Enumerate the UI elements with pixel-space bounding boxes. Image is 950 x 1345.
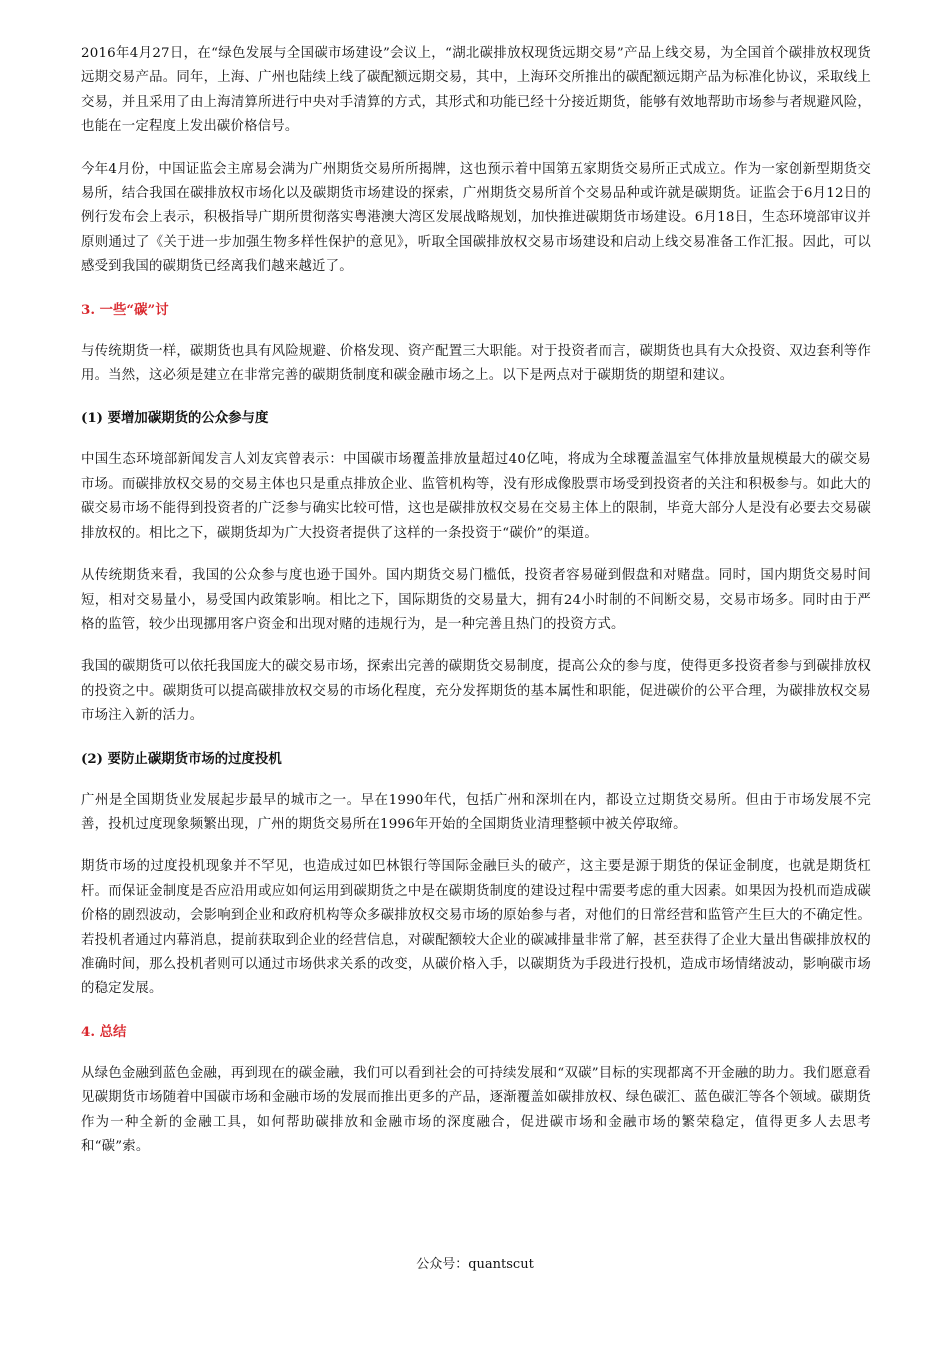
paragraph-traditional-futures-comparison: 从传统期货来看，我国的公众参与度也逊于国外。国内期货交易门槛低，投资者容易碰到假盘和对赌盘。同时，国内期货交易时间短，相对交易量小，易受国内政策影响。相比之下，国际期货的交易量大，拥有24小时制的不间断交易，交易市场多。同时由于严格的监管，较少出现挪用客户资金和出现对赌的违规行为，是一种完善且热门的投资方式。 bbox=[81, 568, 871, 632]
paragraph-china-carbon-market-scale: 中国生态环境部新闻发言人刘友宾曾表示：中国碳市场覆盖排放量超过40亿吨，将成为全球覆盖温室气体排放量规模最大的碳交易市场。而碳排放权交易的交易主体也只是重点排放企业、监管机构等，没有形成像股票市场受到投资者的关注和积极参与。如此大的碳交易市场不能得到投资者的广泛参与确实比较可惜，这也是碳排放权交易在交易主体上的限制，毕竟大部分人是没有必要去交易碳排放权的。相比之下，碳期货却为广大投资者提供了这样的一条投资于“碳价”的渠道。 bbox=[81, 452, 871, 541]
paragraph-carbon-futures-prospects: 我国的碳期货可以依托我国庞大的碳交易市场，探索出完善的碳期货交易制度，提高公众的参与度，使得更多投资者参与到碳排放权的投资之中。碳期货可以提高碳排放权交易的市场化程度，充分发挥期货的基本属性和职能，促进碳价的公平合理，为碳排放权交易市场注入新的活力。 bbox=[81, 659, 871, 724]
subheading-public-participation: (1) 要增加碳期货的公众参与度 bbox=[81, 410, 269, 427]
paragraph-summary: 从绿色金融到蓝色金融，再到现在的碳金融，我们可以看到社会的可持续发展和“双碳”目标的实现都离不开金融的助力。我们愿意看见碳期货市场随着中国碳市场和金融市场的发展而推出更多的产品，逐渐覆盖如碳排放权、绿色碳汇、蓝色碳汇等各个领域。碳期货作为一种全新的金融工具，如何帮助碳排放和金融市场的深度融合，促进碳市场和金融市场的繁荣稳定，值得更多人去思考和“碳”索。 bbox=[81, 1065, 871, 1154]
section-heading-summary: 4. 总结 bbox=[81, 1023, 127, 1040]
paragraph-guangzhou-history: 广州是全国期货业发展起步最早的城市之一。早在1990年代，包括广州和深圳在内，都设立过期货交易所。但由于市场发展不完善，投机过度现象频繁出现，广州的期货交易所在1996年开始的全国期货业清理整顿中被关停取缔。 bbox=[81, 792, 871, 832]
paragraph-guangzhou-futures-exchange: 今年4月份，中国证监会主席易会满为广州期货交易所所揭牌，这也预示着中国第五家期货交易所正式成立。作为一家创新型期货交易所，结合我国在碳排放权市场化以及碳期货市场建设的探索，广州期货交易所首个交易品种或许就是碳期货。证监会于6月12日的例行发布会上表示，积极指导广期所贯彻落实粤港澳大湾区发展战略规划，加快推进碳期货市场建设。6月18日，生态环境部审议并原则通过了《关于进一步加强生物多样性保护的意见》，听取全国碳排放权交易市场建设和启动上线交易准备工作汇报。因此，可以感受到我国的碳期货已经离我们越来越近了。 bbox=[81, 161, 871, 275]
paragraph-hubei-carbon-forward: 2016年4月27日，在“绿色发展与全国碳市场建设”会议上，“湖北碳排放权现货远期交易”产品上线交易，为全国首个碳排放权现货远期交易产品。同年，上海、广州也陆续上线了碳配额远期交易，其中，上海环交所推出的碳配额远期产品为标准化协议，采取线上交易，并且采用了由上海清算所进行中央对手清算的方式，其形式和功能已经十分接近期货，能够有效地帮助市场参与者规避风险，也能在一定程度上发出碳价格信号。 bbox=[81, 46, 871, 135]
article-body bbox=[81, 42, 871, 1177]
paragraph-carbon-futures-functions: 与传统期货一样，碳期货也具有风险规避、价格发现、资产配置三大职能。对于投资者而言，碳期货也具有大众投资、双边套利等作用。当然，这必须是建立在非常完善的碳期货制度和碳金融市场之上。以下是两点对于碳期货的期望和建议。 bbox=[81, 343, 871, 384]
section-heading-discussion: 3. 一些“碳”讨 bbox=[81, 301, 169, 318]
paragraph-speculation-risks: 期货市场的过度投机现象并不罕见，也造成过如巴林银行等国际金融巨头的破产，这主要是源于期货的保证金制度，也就是期货杠杆。而保证金制度是否应沿用或应如何运用到碳期货之中是在碳期货制度的建设过程中需要考虑的重大因素。如果因为投机而造成碳价格的剧烈波动，会影响到企业和政府机构等众多碳排放权交易市场的原始参与者，对他们的日常经营和监管产生巨大的不确定性。若投机者通过内幕消息，提前获取到企业的经营信息，对碳配额较大企业的碳减排量非常了解，甚至获得了企业大量出售碳排放权的准确时间，那么投机者则可以通过市场供求关系的改变，从碳价格入手，以碳期货为手段进行投机，造成市场情绪波动，影响碳市场的稳定发展。 bbox=[81, 859, 871, 997]
subheading-prevent-speculation: (2) 要防止碳期货市场的过度投机 bbox=[81, 750, 282, 767]
footer-wechat-account: 公众号：quantscut bbox=[416, 1257, 534, 1272]
